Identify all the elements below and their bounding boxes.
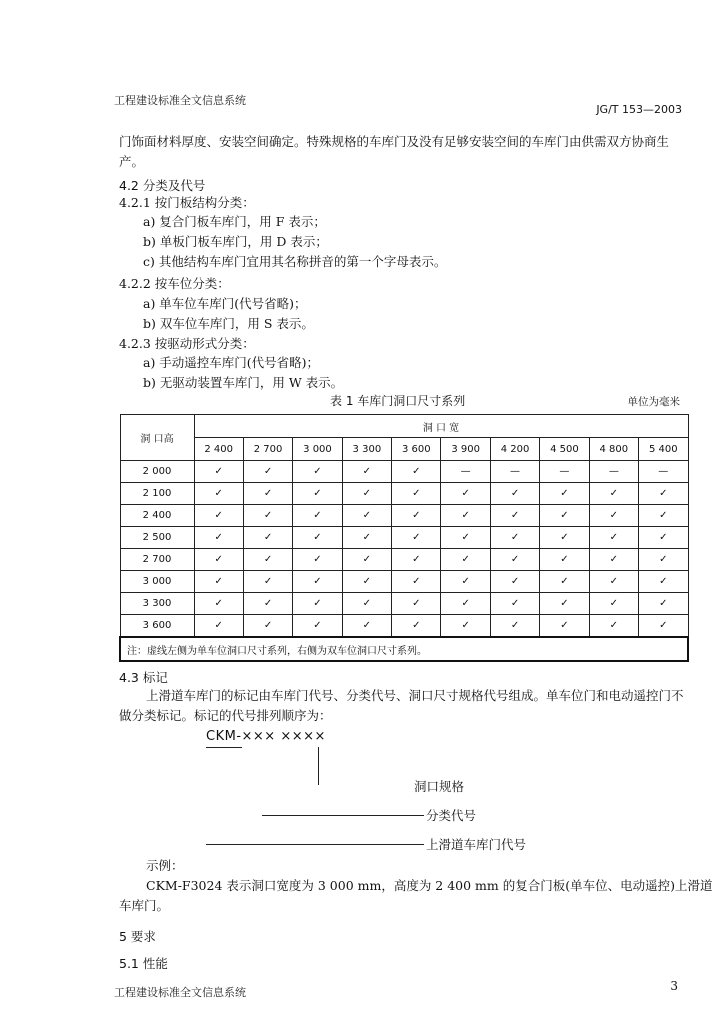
table-cell: ✓ <box>293 505 342 527</box>
table-cell: ✓ <box>392 527 441 549</box>
intro-line-2: 产。 <box>119 154 145 169</box>
code-underline <box>206 747 242 748</box>
table-cell: ✓ <box>589 549 638 571</box>
table-column-header: 4 800 <box>589 438 638 461</box>
label-opening-size: 洞口规格 <box>414 779 465 794</box>
table-cell: ✓ <box>194 571 243 593</box>
row-height-label: 2 700 <box>120 549 194 571</box>
table-cell: — <box>441 461 490 483</box>
page-number: 3 <box>670 979 678 993</box>
table-cell: ✓ <box>342 483 391 505</box>
intro-line-1: 门饰面材料厚度、安装空间确定。特殊规格的车库门及没有足够安装空间的车库门由供需双方协商生 <box>119 134 670 149</box>
table-cell: ✓ <box>639 483 688 505</box>
list-item: a) 复合门板车库门，用 F 表示； <box>143 214 326 229</box>
table-cell: ✓ <box>342 505 391 527</box>
table-cell: — <box>589 461 638 483</box>
table-cell: ✓ <box>194 549 243 571</box>
list-item: a) 单车位车库门(代号省略)； <box>143 296 307 311</box>
example-label: 示例： <box>146 858 184 873</box>
table-cell: ✓ <box>589 593 638 615</box>
table-cell: ✓ <box>243 549 292 571</box>
table-column-header: 3 000 <box>293 438 342 461</box>
section-4-3-paragraph-1: 上滑道车库门的标记由车库门代号、分类代号、洞口尺寸规格代号组成。单车位门和电动遥控门不 <box>146 688 684 703</box>
table-cell: ✓ <box>342 615 391 638</box>
table-cell: ✓ <box>540 593 589 615</box>
table-cell: ✓ <box>243 571 292 593</box>
header-standard-number: JG/T 153—2003 <box>596 103 682 116</box>
table-row <box>120 461 688 483</box>
table-cell: ✓ <box>392 571 441 593</box>
table-cell: ✓ <box>589 527 638 549</box>
table-column-header: 3 900 <box>441 438 490 461</box>
table-cell: ✓ <box>490 483 539 505</box>
table-cell: ✓ <box>540 505 589 527</box>
diagram-leader-line <box>262 815 424 816</box>
table-cell: ✓ <box>392 483 441 505</box>
table-cell: ✓ <box>540 571 589 593</box>
table-cell: ✓ <box>639 505 688 527</box>
example-line-2: 车库门。 <box>119 898 170 913</box>
table-column-header: 3 300 <box>342 438 391 461</box>
table-cell: ✓ <box>392 461 441 483</box>
table-cell: ✓ <box>490 505 539 527</box>
row-height-label: 2 400 <box>120 505 194 527</box>
table-cell: ✓ <box>342 593 391 615</box>
table-cell: ✓ <box>490 615 539 638</box>
table-title: 表 1 车库门洞口尺寸系列 <box>330 394 466 408</box>
table-cell: ✓ <box>490 593 539 615</box>
table-cell: ✓ <box>441 505 490 527</box>
table-row <box>120 615 688 638</box>
table-cell: ✓ <box>540 549 589 571</box>
table-cell: ✓ <box>243 527 292 549</box>
table-cell: ✓ <box>639 615 688 638</box>
table-cell: ✓ <box>392 549 441 571</box>
table-cell: — <box>540 461 589 483</box>
table-cell: ✓ <box>639 593 688 615</box>
table-cell: ✓ <box>392 593 441 615</box>
table-cell: — <box>639 461 688 483</box>
table-cell: ✓ <box>639 549 688 571</box>
table-column-header: 5 400 <box>639 438 688 461</box>
section-4-2-2-title: 4.2.2 按车位分类： <box>119 276 230 291</box>
row-height-label: 2 100 <box>120 483 194 505</box>
table-column-header: 3 600 <box>392 438 441 461</box>
header-source: 工程建设标准全文信息系统 <box>114 94 246 107</box>
door-size-table <box>119 414 689 662</box>
example-line-1: CKM-F3024 表示洞口宽度为 3 000 mm，高度为 2 400 mm 的复合门板(单车位、电动遥控)上滑道 <box>146 878 713 893</box>
list-item: c) 其他结构车库门宜用其名称拼音的第一个字母表示。 <box>143 254 447 269</box>
table-cell: ✓ <box>243 593 292 615</box>
table-corner-label: 洞 口高 <box>120 415 194 461</box>
table-cell: ✓ <box>589 505 638 527</box>
table-cell: ✓ <box>293 549 342 571</box>
table-cell: ✓ <box>243 461 292 483</box>
table-cell: ✓ <box>441 615 490 638</box>
marking-code: CKM-××× ×××× <box>206 729 326 744</box>
table-cell: ✓ <box>194 593 243 615</box>
table-cell: ✓ <box>194 461 243 483</box>
table-cell: ✓ <box>293 461 342 483</box>
table-cell: ✓ <box>540 527 589 549</box>
row-height-label: 2 500 <box>120 527 194 549</box>
table-row <box>120 527 688 549</box>
table-cell: ✓ <box>490 549 539 571</box>
table-cell: ✓ <box>639 571 688 593</box>
table-cell: ✓ <box>589 615 638 638</box>
label-classification-code: 分类代号 <box>426 808 477 823</box>
table-cell: ✓ <box>589 571 638 593</box>
table-cell: ✓ <box>293 593 342 615</box>
table-cell: ✓ <box>243 615 292 638</box>
table-row <box>120 571 688 593</box>
table-row <box>120 483 688 505</box>
table-cell: ✓ <box>194 527 243 549</box>
row-height-label: 2 000 <box>120 461 194 483</box>
table-note: 注：虚线左侧为单车位洞口尺寸系列，右侧为双车位洞口尺寸系列。 <box>120 637 688 661</box>
table-row <box>120 505 688 527</box>
row-height-label: 3 300 <box>120 593 194 615</box>
table-cell: ✓ <box>342 461 391 483</box>
section-4-3-paragraph-2: 做分类标记。标记的代号排列顺序为： <box>119 708 332 723</box>
section-4-3-title: 4.3 标记 <box>119 670 168 685</box>
table-cell: ✓ <box>441 527 490 549</box>
diagram-connector <box>318 747 319 785</box>
table-cell: ✓ <box>243 505 292 527</box>
table-cell: ✓ <box>293 527 342 549</box>
table-cell: ✓ <box>589 483 638 505</box>
table-cell: ✓ <box>342 527 391 549</box>
table-cell: ✓ <box>293 483 342 505</box>
table-cell: ✓ <box>441 571 490 593</box>
table-column-header: 4 200 <box>490 438 539 461</box>
section-4-2-1-title: 4.2.1 按门板结构分类： <box>119 195 255 210</box>
table-row <box>120 593 688 615</box>
table-header-row <box>120 438 688 461</box>
table-cell: ✓ <box>293 615 342 638</box>
table-unit: 单位为毫米 <box>627 396 680 408</box>
table-cell: ✓ <box>441 549 490 571</box>
table-column-header: 2 700 <box>243 438 292 461</box>
table-cell: ✓ <box>342 571 391 593</box>
table-cell: ✓ <box>392 615 441 638</box>
table-cell: ✓ <box>540 615 589 638</box>
table-cell: ✓ <box>392 505 441 527</box>
list-item: a) 手动遥控车库门(代号省略)； <box>143 355 320 370</box>
row-height-label: 3 000 <box>120 571 194 593</box>
table-width-header: 洞 口 宽 <box>194 415 688 438</box>
table-cell: ✓ <box>639 527 688 549</box>
table-cell: ✓ <box>194 505 243 527</box>
list-item: b) 无驱动装置车库门，用 W 表示。 <box>143 375 344 390</box>
table-column-header: 2 400 <box>194 438 243 461</box>
table-column-header: 4 500 <box>540 438 589 461</box>
table-cell: — <box>490 461 539 483</box>
table-cell: ✓ <box>243 483 292 505</box>
section-5-title: 5 要求 <box>119 929 156 944</box>
label-door-code: 上滑道车库门代号 <box>426 837 527 852</box>
table-cell: ✓ <box>293 571 342 593</box>
list-item: b) 单板门板车库门，用 D 表示； <box>143 234 328 249</box>
row-height-label: 3 600 <box>120 615 194 638</box>
diagram-leader-line <box>206 844 424 845</box>
table-cell: ✓ <box>490 527 539 549</box>
table-cell: ✓ <box>194 483 243 505</box>
section-4-2-title: 4.2 分类及代号 <box>119 178 206 193</box>
footer-source: 工程建设标准全文信息系统 <box>114 986 246 999</box>
table-cell: ✓ <box>540 483 589 505</box>
table-cell: ✓ <box>342 549 391 571</box>
table-row <box>120 549 688 571</box>
section-4-2-3-title: 4.2.3 按驱动形式分类： <box>119 336 255 351</box>
table-cell: ✓ <box>441 483 490 505</box>
section-5-1-title: 5.1 性能 <box>119 956 168 971</box>
list-item: b) 双车位车库门，用 S 表示。 <box>143 316 314 331</box>
table-cell: ✓ <box>194 615 243 638</box>
table-cell: ✓ <box>490 571 539 593</box>
table-cell: ✓ <box>441 593 490 615</box>
